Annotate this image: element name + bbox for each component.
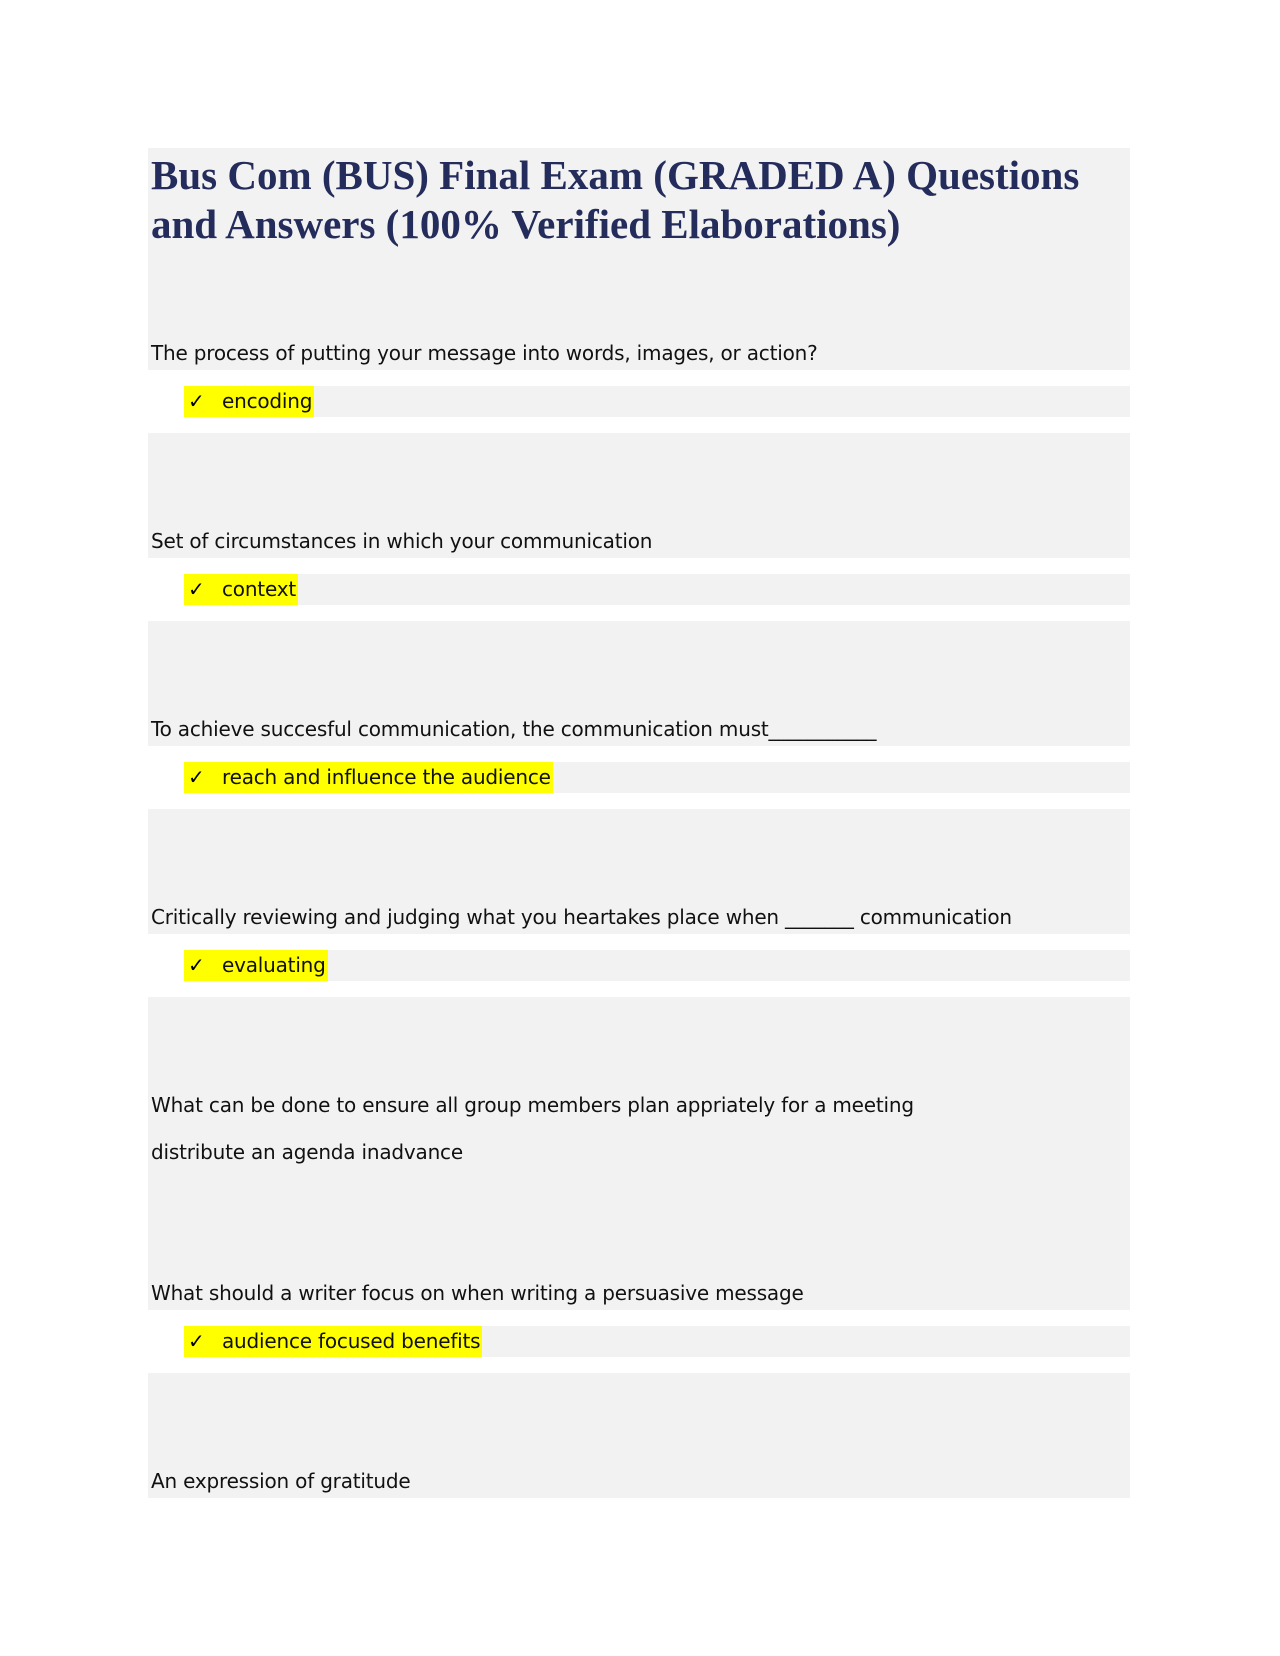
question-text: Set of circumstances in which your communication bbox=[151, 529, 653, 553]
answer-highlight bbox=[184, 762, 553, 793]
document-title: Bus Com (BUS) Final Exam (GRADED A) Questions and Answers (100% Verified Elaborations) bbox=[151, 152, 1080, 247]
answer-text: reach and influence the audience bbox=[222, 765, 551, 789]
answer-text: context bbox=[222, 577, 296, 601]
answer-highlight bbox=[184, 950, 328, 981]
question-text: What can be done to ensure all group members plan appriately for a meeting bbox=[151, 1093, 914, 1117]
answer-text: encoding bbox=[222, 389, 313, 413]
answer-row bbox=[184, 386, 1130, 417]
checkmark-icon: ✓ bbox=[188, 577, 205, 601]
answer-highlight bbox=[184, 386, 314, 417]
checkmark-icon: ✓ bbox=[188, 765, 205, 789]
question-text: An expression of gratitude bbox=[151, 1469, 411, 1493]
checkmark-icon: ✓ bbox=[188, 389, 205, 413]
answer-row bbox=[184, 762, 1130, 793]
answer-row bbox=[184, 1326, 1130, 1357]
answer-row bbox=[184, 574, 1130, 605]
question-text: Critically reviewing and judging what you heartakes place when _______ communication bbox=[151, 905, 1012, 929]
answer-text: audience focused benefits bbox=[222, 1329, 481, 1353]
question-text: To achieve succesful communication, the communication must___________ bbox=[151, 717, 877, 741]
question-text: The process of putting your message into words, images, or action? bbox=[151, 341, 818, 365]
answer-text: evaluating bbox=[222, 953, 326, 977]
checkmark-icon: ✓ bbox=[188, 953, 205, 977]
answer-row bbox=[184, 950, 1130, 981]
answer-highlight bbox=[184, 574, 298, 605]
answer-text-plain: distribute an agenda inadvance bbox=[151, 1140, 463, 1164]
checkmark-icon: ✓ bbox=[188, 1329, 205, 1353]
question-text: What should a writer focus on when writing a persuasive message bbox=[151, 1281, 804, 1305]
answer-highlight bbox=[184, 1326, 482, 1357]
